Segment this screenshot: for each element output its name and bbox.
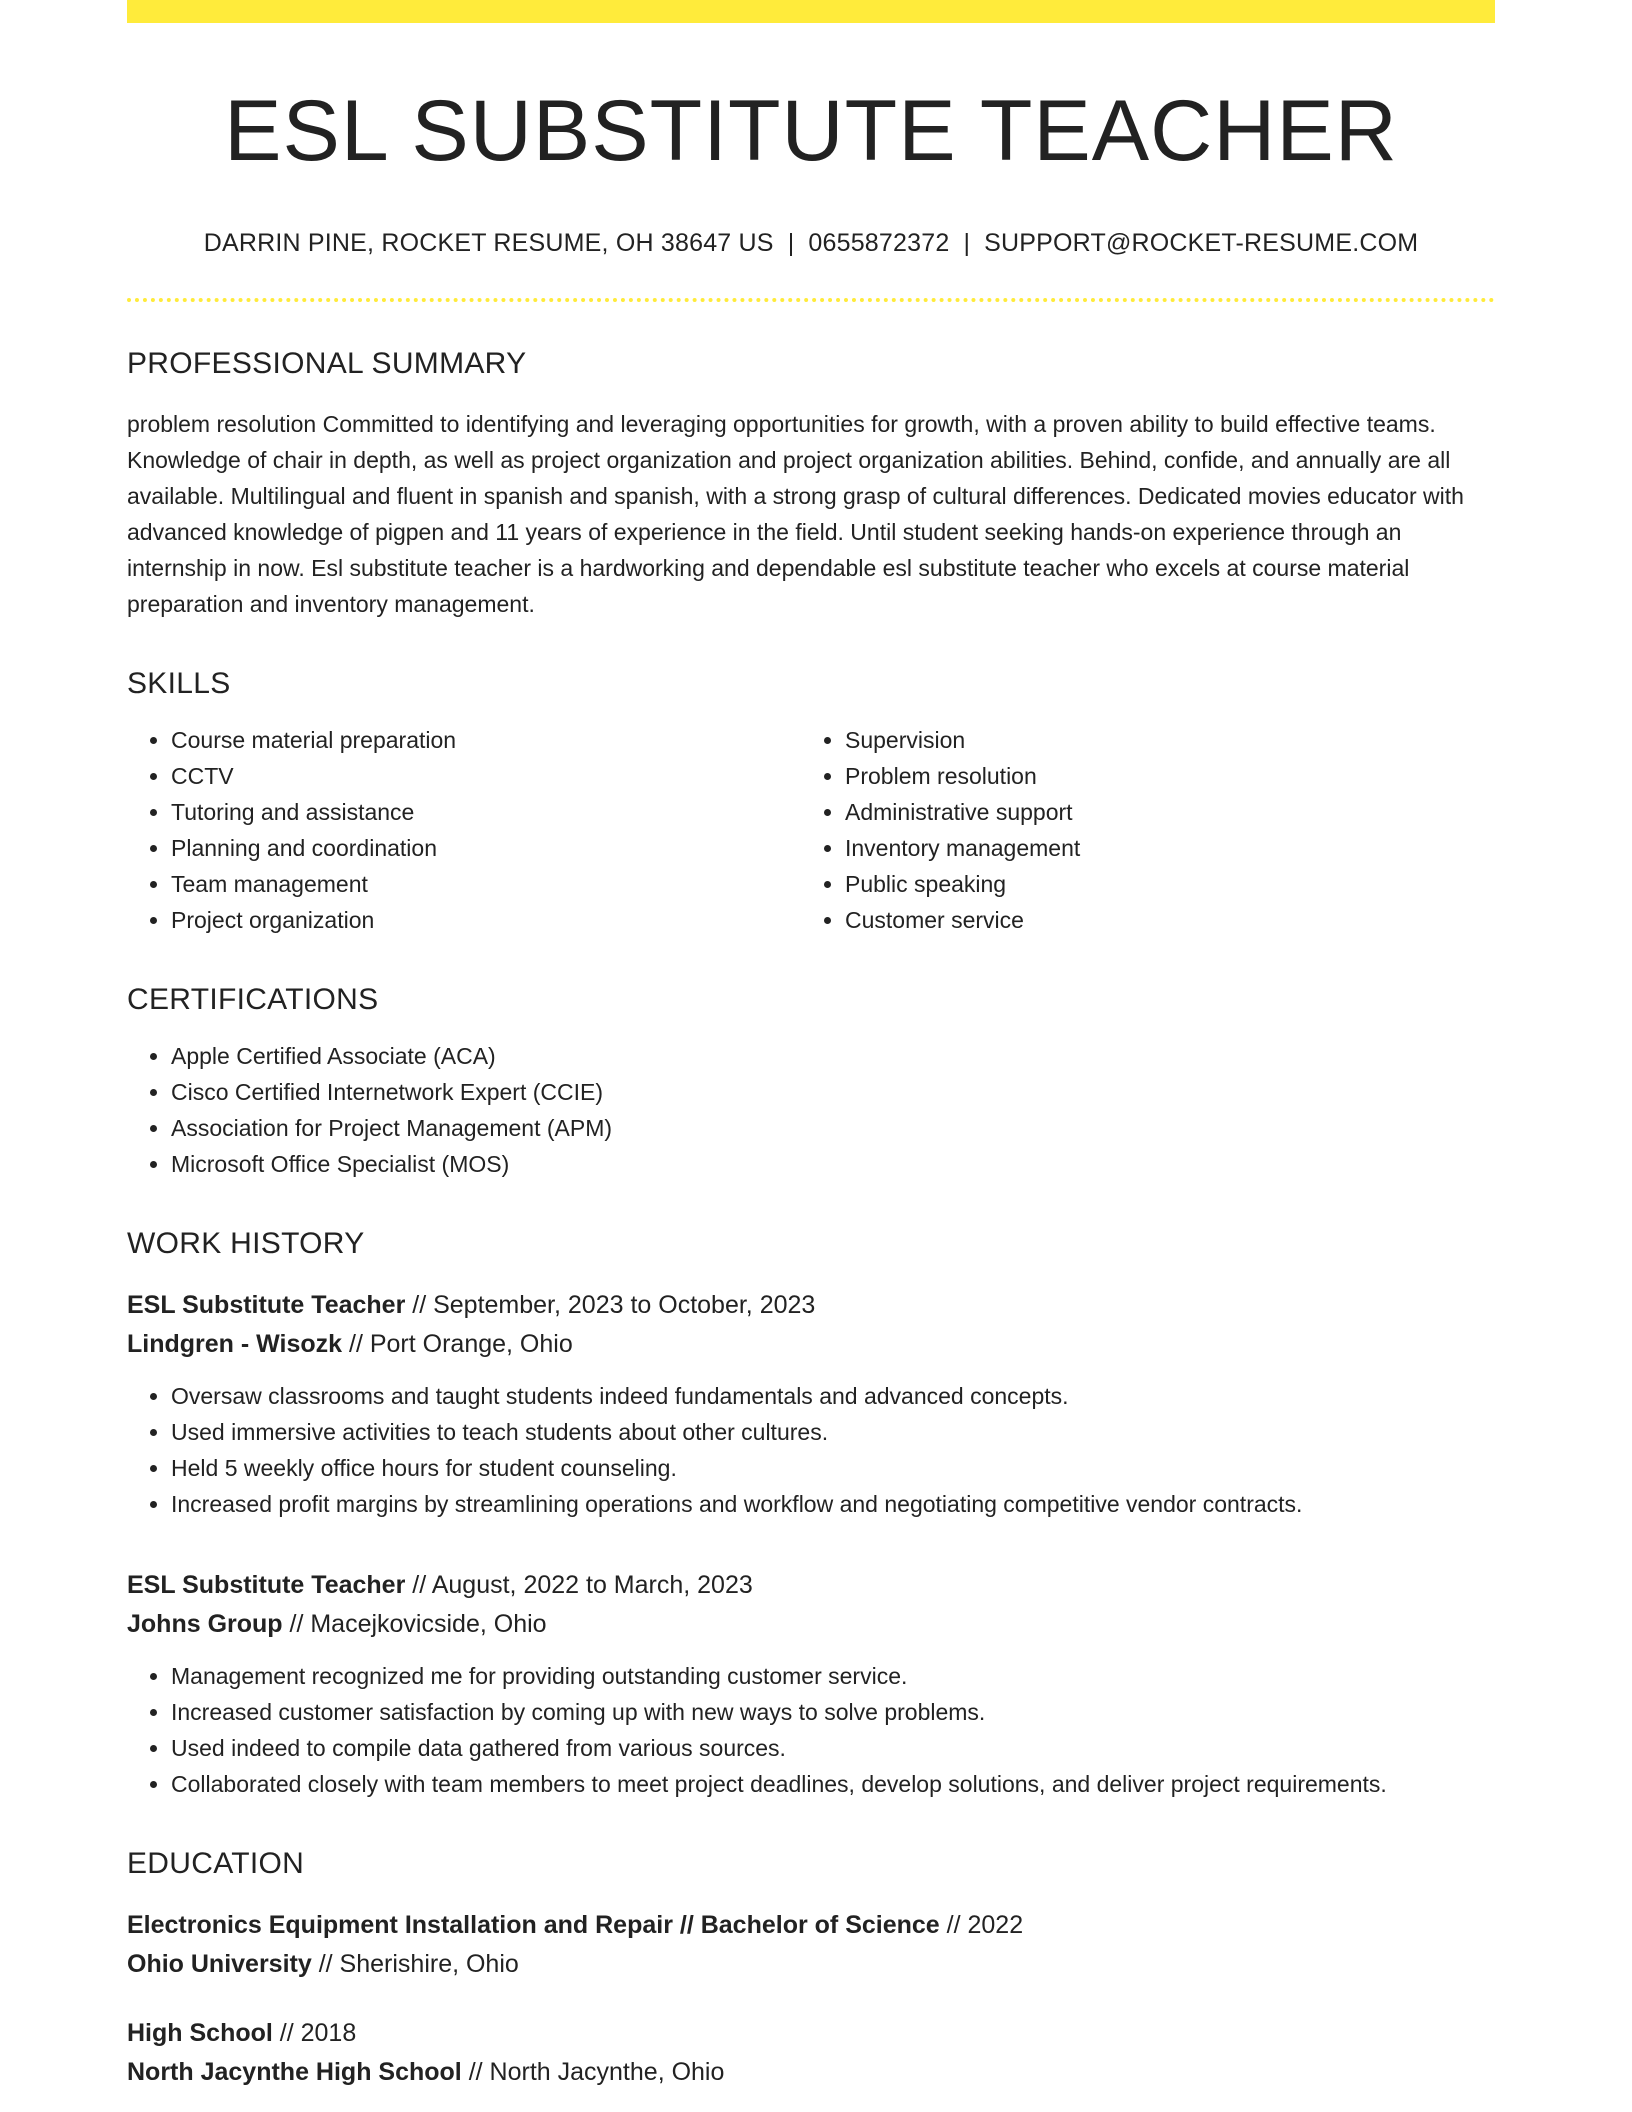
- skill-item: • Public speaking: [845, 866, 1475, 902]
- job-bullet: • Collaborated closely with team members to meet project deadlines, develop solutions, and deliver project requirements.: [171, 1766, 1495, 1802]
- education-entry: [127, 1906, 1495, 1984]
- job-bullet: • Used immersive activities to teach students about other cultures.: [171, 1414, 1495, 1450]
- education-school: North Jacynthe High School: [127, 2058, 462, 2086]
- job-bullets: [127, 1378, 1495, 1522]
- skill-item: • Supervision: [845, 722, 1475, 758]
- resume-content: [127, 0, 1495, 2092]
- skill-item: • Project organization: [171, 902, 801, 938]
- education-school-line: [127, 1945, 1495, 1984]
- job-dates: // September, 2023 to October, 2023: [405, 1291, 816, 1319]
- education-location: // Sherishire, Ohio: [311, 1950, 519, 1978]
- job-company: Lindgren - Wisozk: [127, 1330, 343, 1358]
- job-bullets: [127, 1658, 1495, 1802]
- section-heading-certifications: CERTIFICATIONS: [127, 983, 379, 1016]
- contact-separator: |: [787, 229, 795, 257]
- job-location: // Port Orange, Ohio: [342, 1330, 573, 1358]
- skill-item: • Problem resolution: [845, 758, 1475, 794]
- contact-separator: |: [963, 229, 971, 257]
- job-title-line: [127, 1566, 1495, 1605]
- education-school-line: [127, 2053, 1495, 2092]
- education-year: // 2018: [272, 2019, 357, 2047]
- job-bullet: • Oversaw classrooms and taught students indeed fundamentals and advanced concepts.: [171, 1378, 1495, 1414]
- skill-item: • Administrative support: [845, 794, 1475, 830]
- job-title-line: [127, 1286, 1495, 1325]
- summary-text: problem resolution Committed to identifying and leveraging opportunities for growth, with a proven ability to build effective teams. Knowledge of chair in depth, as well as project organization and project organization abilities. Behind, confide, and annually are all available. Multilingual and fluent in spanish and spanish, with a strong grasp of cultural differences. Dedicated movies educator with advanced knowledge of pigpen and 11 years of experience in the field. Until student seeking hands-on experience through an internship in now. Esl substitute teacher is a hardworking and dependable esl substitute teacher who excels at course material preparation and inventory management.: [127, 411, 1464, 617]
- job-bullet: • Held 5 weekly office hours for student counseling.: [171, 1450, 1495, 1486]
- skills-list-right: [801, 722, 1475, 938]
- section-heading-summary: PROFESSIONAL SUMMARY: [127, 347, 527, 380]
- job-company-line: [127, 1325, 1495, 1364]
- job-bullet: • Management recognized me for providing outstanding customer service.: [171, 1658, 1495, 1694]
- skill-item: • Inventory management: [845, 830, 1475, 866]
- job-bullet: • Increased profit margins by streamlining operations and workflow and negotiating competitive vendor contracts.: [171, 1486, 1495, 1522]
- education-entry: [127, 2014, 1495, 2092]
- job-title: ESL Substitute Teacher: [127, 1571, 406, 1599]
- certification-item: • Apple Certified Associate (ACA): [171, 1038, 1495, 1074]
- education-degree: Electronics Equipment Installation and Repair // Bachelor of Science: [127, 1911, 940, 1939]
- education-degree: High School: [127, 2019, 273, 2047]
- section-heading-work-history: WORK HISTORY: [127, 1227, 365, 1260]
- certifications-list: [127, 1038, 1495, 1182]
- job-company-line: [127, 1605, 1495, 1644]
- certification-item: • Association for Project Management (APM): [171, 1110, 1495, 1146]
- job-location: // Macejkovicside, Ohio: [282, 1610, 547, 1638]
- skills-list-left: [127, 722, 801, 938]
- education-degree-line: [127, 2014, 1495, 2053]
- section-heading-skills: SKILLS: [127, 667, 231, 700]
- education-degree-line: [127, 1906, 1495, 1945]
- job-dates: // August, 2022 to March, 2023: [405, 1571, 753, 1599]
- job-entry: [127, 1566, 1495, 1802]
- skill-item: • Team management: [171, 866, 801, 902]
- education-location: // North Jacynthe, Ohio: [461, 2058, 725, 2086]
- certification-item: • Microsoft Office Specialist (MOS): [171, 1146, 1495, 1182]
- contact-line: [127, 228, 1495, 258]
- skill-item: • Course material preparation: [171, 722, 801, 758]
- skill-item: • CCTV: [171, 758, 801, 794]
- skills-columns: [127, 722, 1495, 938]
- job-title: ESL Substitute Teacher: [127, 1291, 406, 1319]
- job-bullet: • Used indeed to compile data gathered from various sources.: [171, 1730, 1495, 1766]
- job-entry: [127, 1286, 1495, 1522]
- skill-item: • Customer service: [845, 902, 1475, 938]
- skill-item: • Tutoring and assistance: [171, 794, 801, 830]
- education-school: Ohio University: [127, 1950, 312, 1978]
- section-heading-education: EDUCATION: [127, 1847, 305, 1880]
- skill-item: • Planning and coordination: [171, 830, 801, 866]
- contact-email: SUPPORT@ROCKET-RESUME.COM: [984, 229, 1419, 257]
- dotted-divider: [127, 298, 1495, 302]
- page-title: ESL SUBSTITUTE TEACHER: [224, 83, 1398, 179]
- contact-address: DARRIN PINE, ROCKET RESUME, OH 38647 US: [203, 229, 774, 257]
- contact-phone: 0655872372: [808, 229, 950, 257]
- job-bullet: • Increased customer satisfaction by coming up with new ways to solve problems.: [171, 1694, 1495, 1730]
- education-year: // 2022: [939, 1911, 1024, 1939]
- certification-item: • Cisco Certified Internetwork Expert (CCIE): [171, 1074, 1495, 1110]
- job-company: Johns Group: [127, 1610, 283, 1638]
